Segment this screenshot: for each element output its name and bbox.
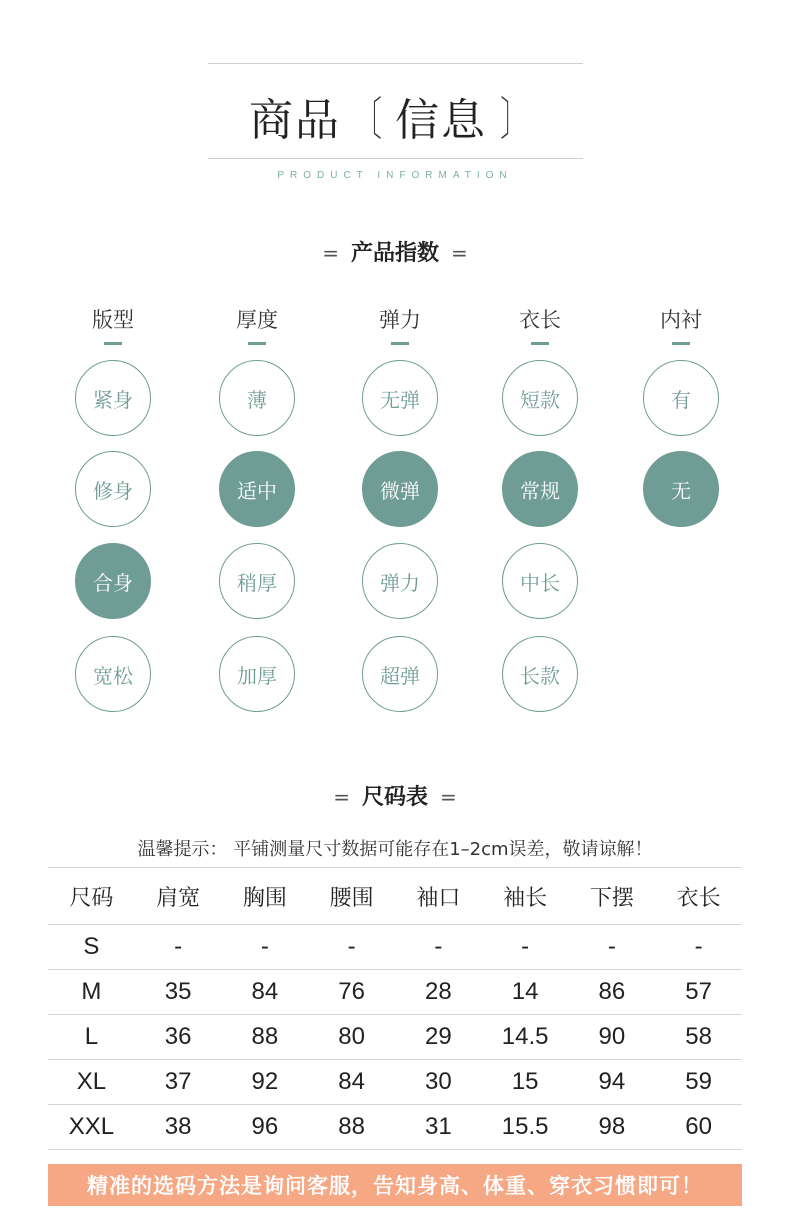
size-table-header: 肩宽 — [135, 868, 222, 925]
size-value-cell: 92 — [222, 1060, 309, 1105]
index-column-label: 厚度 — [236, 308, 278, 332]
eq-left: = — [333, 785, 350, 809]
size-label-cell: XL — [48, 1060, 135, 1105]
index-option-circle: 弹力 — [362, 543, 438, 619]
size-value-cell: 35 — [135, 970, 222, 1015]
size-table-header: 尺码 — [48, 868, 135, 925]
index-option-circle: 修身 — [75, 451, 151, 527]
bracket-right: 〕 — [500, 92, 528, 146]
index-option-circle: 无 — [643, 451, 719, 527]
header-underline — [531, 342, 549, 345]
advice-banner: 精准的选码方法是询问客服，告知身高、体重、穿衣习惯即可！ — [48, 1164, 742, 1206]
size-value-cell: - — [222, 925, 309, 970]
index-option-circle: 宽松 — [75, 636, 151, 712]
size-value-cell: 37 — [135, 1060, 222, 1105]
size-value-cell: 38 — [135, 1105, 222, 1150]
index-option-circle: 常规 — [502, 451, 578, 527]
size-value-cell: - — [569, 925, 656, 970]
size-value-cell: 58 — [655, 1015, 742, 1060]
size-value-cell: 57 — [655, 970, 742, 1015]
size-table-header: 腰围 — [308, 868, 395, 925]
index-option-circle: 加厚 — [219, 636, 295, 712]
table-row — [48, 1015, 742, 1060]
table-row — [48, 925, 742, 970]
index-section-title — [0, 236, 790, 267]
eq-right: = — [451, 241, 468, 265]
index-option-circle: 有 — [643, 360, 719, 436]
index-column-label: 内衬 — [660, 308, 702, 332]
page-subtitle: PRODUCT INFORMATION — [277, 170, 513, 181]
size-value-cell: 59 — [655, 1060, 742, 1105]
size-value-cell: 80 — [308, 1015, 395, 1060]
size-label-cell: XXL — [48, 1105, 135, 1150]
size-value-cell: - — [395, 925, 482, 970]
index-option-circle: 薄 — [219, 360, 295, 436]
size-value-cell: - — [482, 925, 569, 970]
size-table-header: 袖长 — [482, 868, 569, 925]
title-highlight: 信息 — [395, 95, 487, 146]
index-option-circle: 中长 — [502, 543, 578, 619]
header-underline — [248, 342, 266, 345]
header-top-rule — [208, 63, 583, 64]
size-value-cell: 14 — [482, 970, 569, 1015]
index-option-circle: 微弹 — [362, 451, 438, 527]
index-column-header — [621, 304, 741, 345]
index-option-circle: 合身 — [75, 543, 151, 619]
size-value-cell: 96 — [222, 1105, 309, 1150]
size-value-cell: 60 — [655, 1105, 742, 1150]
size-table-header: 衣长 — [655, 868, 742, 925]
index-column-header — [480, 304, 600, 345]
index-column-header — [197, 304, 317, 345]
size-table-header: 下摆 — [569, 868, 656, 925]
size-value-cell: 88 — [308, 1105, 395, 1150]
size-value-cell: 30 — [395, 1060, 482, 1105]
index-option-circle: 稍厚 — [219, 543, 295, 619]
index-option-circle: 无弹 — [362, 360, 438, 436]
size-value-cell: 31 — [395, 1105, 482, 1150]
size-value-cell: - — [135, 925, 222, 970]
size-value-cell: 90 — [569, 1015, 656, 1060]
eq-right: = — [440, 785, 457, 809]
size-value-cell: - — [308, 925, 395, 970]
size-label-cell: S — [48, 925, 135, 970]
size-value-cell: 36 — [135, 1015, 222, 1060]
size-value-cell: 86 — [569, 970, 656, 1015]
page-title — [0, 88, 790, 144]
index-column-header — [340, 304, 460, 345]
table-row — [48, 970, 742, 1015]
index-option-circle: 短款 — [502, 360, 578, 436]
header-underline — [104, 342, 122, 345]
header-underline — [672, 342, 690, 345]
size-label-cell: M — [48, 970, 135, 1015]
index-column-label: 弹力 — [379, 308, 421, 332]
size-section-title — [0, 780, 790, 811]
index-title-text: 产品指数 — [350, 241, 439, 266]
index-option-circle: 长款 — [502, 636, 578, 712]
index-column-header — [53, 304, 173, 345]
index-option-circle: 紧身 — [75, 360, 151, 436]
size-table-header-row — [48, 868, 742, 925]
size-table — [48, 867, 742, 1150]
size-value-cell: - — [655, 925, 742, 970]
size-value-cell: 29 — [395, 1015, 482, 1060]
size-table-header: 胸围 — [222, 868, 309, 925]
size-value-cell: 15.5 — [482, 1105, 569, 1150]
measurement-tip: 温馨提示： 平铺测量尺寸数据可能存在1–2cm误差，敬请谅解！ — [137, 839, 653, 860]
header-bottom-rule — [208, 158, 583, 159]
size-value-cell: 15 — [482, 1060, 569, 1105]
size-value-cell: 84 — [222, 970, 309, 1015]
index-option-circle: 适中 — [219, 451, 295, 527]
index-option-circle: 超弹 — [362, 636, 438, 712]
size-label-cell: L — [48, 1015, 135, 1060]
eq-left: = — [322, 241, 339, 265]
size-value-cell: 76 — [308, 970, 395, 1015]
size-value-cell: 94 — [569, 1060, 656, 1105]
size-value-cell: 98 — [569, 1105, 656, 1150]
size-value-cell: 14.5 — [482, 1015, 569, 1060]
size-title-text: 尺码表 — [361, 785, 428, 810]
size-table-header: 袖口 — [395, 868, 482, 925]
index-column-label: 版型 — [92, 308, 134, 332]
size-value-cell: 28 — [395, 970, 482, 1015]
title-main: 商品 — [249, 95, 341, 146]
size-value-cell: 88 — [222, 1015, 309, 1060]
index-column-label: 衣长 — [519, 308, 561, 332]
table-row — [48, 1060, 742, 1105]
header-underline — [391, 342, 409, 345]
size-value-cell: 84 — [308, 1060, 395, 1105]
bracket-left: 〔 — [354, 92, 382, 146]
table-row — [48, 1105, 742, 1150]
